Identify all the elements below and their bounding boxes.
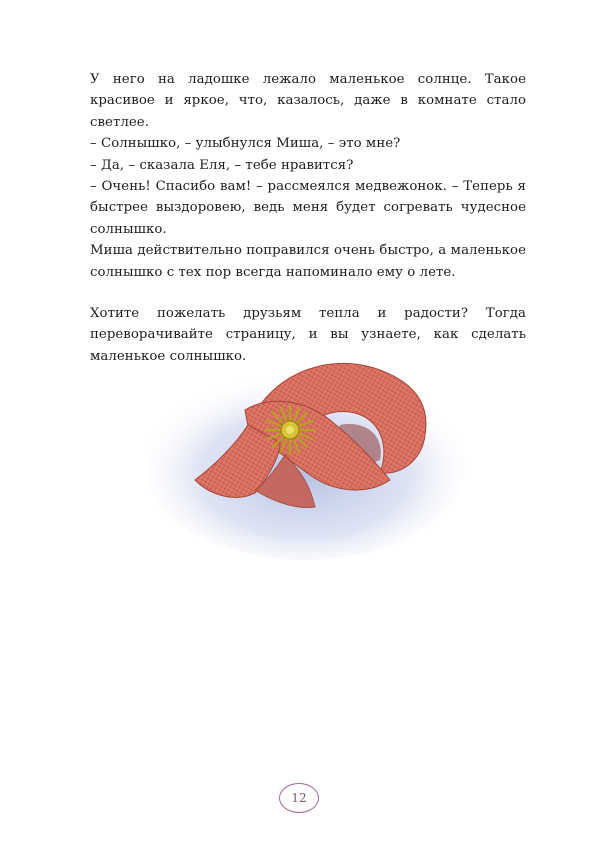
scarf-with-sun-brooch-icon xyxy=(140,325,470,565)
story-paragraph-5: Миша действительно поправился очень быстро, а маленькое солнышко с тех пор всегда напоминало ему о лете. xyxy=(90,243,526,280)
scarf-illustration xyxy=(140,325,470,565)
story-paragraph-3: – Да, – сказала Еля, – тебе нравится? xyxy=(90,157,354,173)
paragraph-spacer xyxy=(90,283,526,303)
closing-paragraph: Хотите пожелать друзьям тепла и радости? Тогда переворачивайте страницу, и вы узнаете, как сделать маленькое солнышко. xyxy=(90,306,526,364)
story-text xyxy=(90,69,526,367)
story-paragraph-4: – Очень! Спасибо вам! – рассмеялся медвежонок. – Теперь я быстрее выздоровею, ведь меня будет согревать чудесное солнышко. xyxy=(90,179,526,237)
story-paragraph-1: У него на ладошке лежало маленькое солнце. Такое красивое и яркое, что, казалось, даже в комнате стало светлее. xyxy=(90,72,526,130)
page-number: 12 xyxy=(279,783,319,813)
sun-brooch xyxy=(266,406,314,454)
story-paragraph-2: – Солнышко, – улыбнулся Миша, – это мне? xyxy=(90,136,401,152)
